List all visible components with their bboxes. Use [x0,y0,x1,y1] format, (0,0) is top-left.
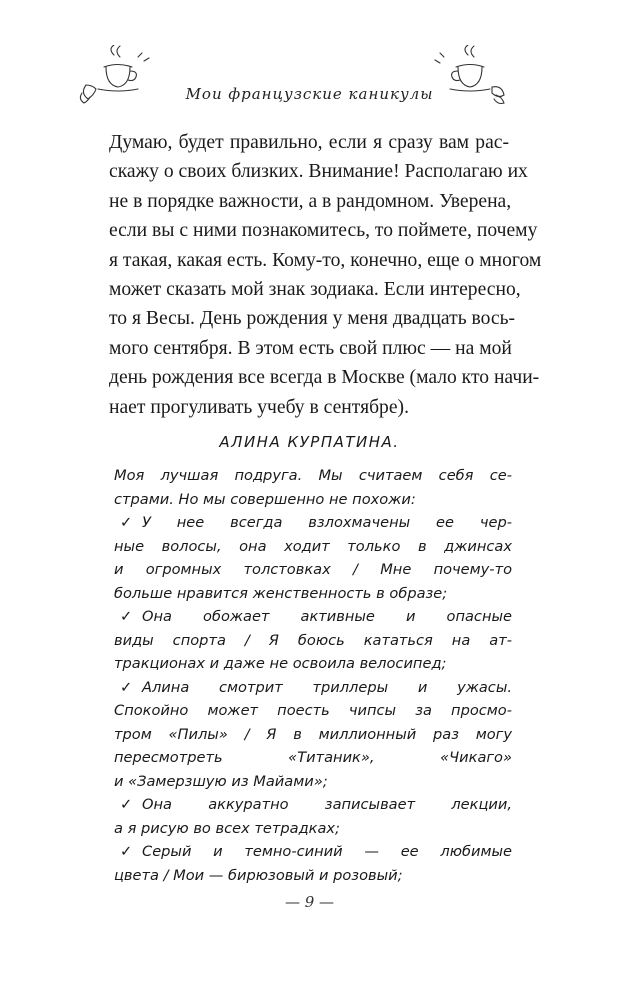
body-line: скажу о своих близких. Внимание! Располагаю их [109,161,528,183]
body-line: не в порядке важности, а в рандомном. Уверена, [109,190,512,212]
handwritten-text: больше нравится женственность в образе; [114,584,448,602]
checklist-item [114,511,512,535]
running-title: Мои французские каникулы [185,85,434,103]
body-line: день рождения все всегда в Москве (мало кто начи- [109,367,540,389]
handwritten-line [114,723,512,747]
handwritten-line [114,817,512,841]
handwritten-line [114,652,512,676]
handwritten-line [114,488,512,512]
handwritten-text: У нее всегда взлохмачены ее чер- [142,514,512,531]
handwritten-line [114,699,512,723]
checklist-item [114,840,512,864]
handwritten-text: Она аккуратно записывает лекции, [142,796,512,813]
checkmark-icon: ✓ [120,514,133,531]
body-line: может сказать мой знак зодиака. Если интересно, [109,279,521,301]
handwritten-text: Серый и темно-синий — ее любимые [142,843,512,860]
handwritten-line [114,770,512,794]
handwritten-line [114,864,512,888]
handwritten-text: страми. Но мы совершенно не похожи: [114,490,416,508]
handwritten-text: тракционах и даже не освоила велосипед; [114,655,447,672]
handwritten-text: и огромных толстовках / Мне почему-то [114,561,512,578]
handwritten-text: Моя лучшая подруга. Мы считаем себя се- [114,467,512,484]
handwritten-line [114,558,512,582]
handwritten-text: Она обожает активные и опасные [142,608,512,625]
page-header [0,45,619,115]
handwritten-line [114,464,512,488]
body-line: я такая, какая есть. Кому-то, конечно, еще о многом [109,249,542,271]
handwritten-text: цвета / Мои — бирюзовый и розовый; [114,866,403,884]
body-line: мого сентября. В этом есть свой плюс — на мой [109,337,512,359]
body-line: нает прогуливать учебу в сентябре). [109,396,409,418]
handwritten-text: Алина смотрит триллеры и ужасы. [142,678,512,696]
body-line: Думаю, будет правильно, если я сразу вам рас- [109,132,509,153]
handwritten-list [114,464,512,887]
handwritten-line [114,535,512,559]
checkmark-icon: ✓ [120,678,133,696]
handwritten-text: а я рисую во всех тетрадках; [114,819,340,837]
handwritten-line [114,629,512,653]
section-heading: АЛИНА КУРПАТИНА. [219,433,400,451]
handwritten-line [114,746,512,770]
checkmark-icon: ✓ [120,796,133,813]
body-line: то я Весы. День рождения у меня двадцать вось- [109,308,516,330]
handwritten-text: тром «Пилы» / Я в миллионный раз могу [114,725,512,743]
handwritten-line [114,582,512,606]
checklist-item [114,793,512,817]
body-paragraph [109,128,542,422]
checkmark-icon: ✓ [120,843,133,860]
handwritten-text: ные волосы, она ходит только в джинсах [114,537,512,555]
handwritten-text: пересмотреть «Титаник», «Чикаго» [114,749,512,766]
checkmark-icon: ✓ [120,608,133,625]
handwritten-text: и «Замерзшую из Майами»; [114,772,328,790]
checklist-item [114,676,512,700]
handwritten-text: Спокойно может поесть чипсы за просмо- [114,702,512,719]
checklist-item [114,605,512,629]
handwritten-text: виды спорта / Я боюсь кататься на ат- [114,631,512,649]
page-number: — 9 — [284,893,335,911]
body-line: если вы с ними познакомитесь, то поймете, почему [109,220,538,242]
